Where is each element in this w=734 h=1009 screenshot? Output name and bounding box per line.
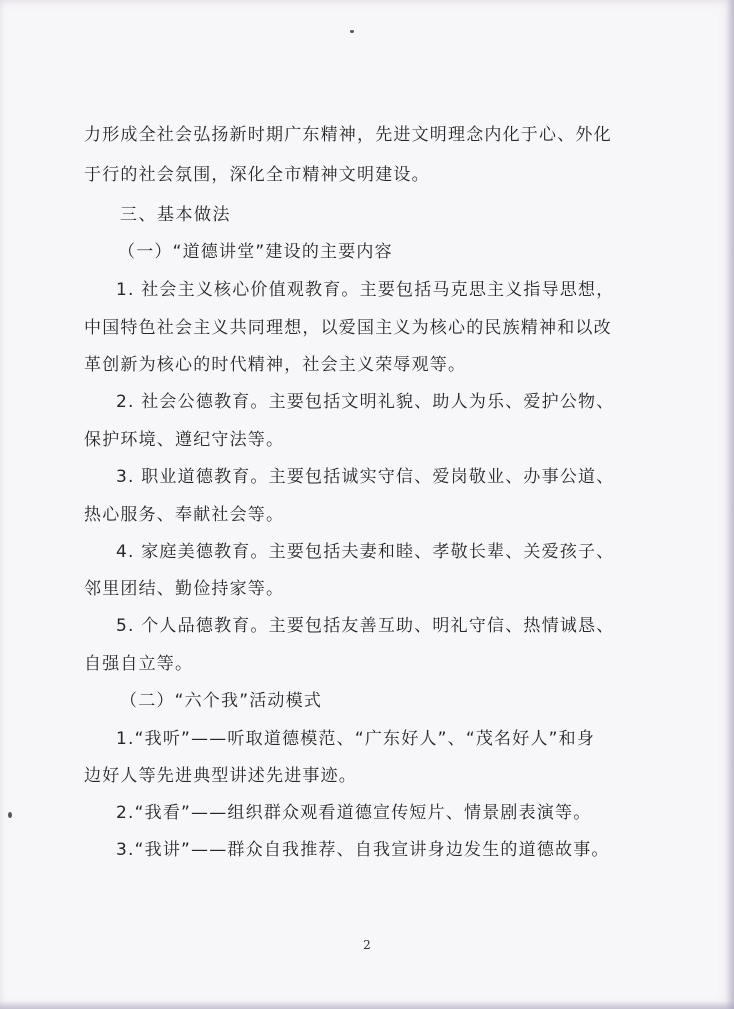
activity-3-line-1: 3.“我讲”——群众自我推荐、自我宣讲身边发生的道德故事。 [116, 840, 610, 860]
item-5-line-2: 自强自立等。 [84, 654, 194, 674]
item-2-line-2: 保护环境、遵纪守法等。 [84, 430, 285, 450]
page-bottom-shadow [0, 1001, 734, 1009]
activity-1-line-2: 边好人等先进典型讲述先进事迹。 [84, 766, 357, 786]
page-number: 2 [363, 938, 371, 952]
scan-mark [8, 812, 12, 818]
activity-2-line-1: 2.“我看”——组织群众观看道德宣传短片、情景剧表演等。 [116, 803, 592, 823]
item-1-line-3: 革创新为核心的时代精神，社会主义荣辱观等。 [84, 355, 467, 375]
item-1-line-2: 中国特色社会主义共同理想，以爱国主义为核心的民族精神和以改 [84, 318, 612, 338]
intro-line-1: 力形成全社会弘扬新时期广东精神，先进文明理念内化于心、外化 [84, 125, 612, 145]
item-4-line-2: 邻里团结、勤俭持家等。 [84, 579, 285, 599]
item-1-line-1: 1. 社会主义核心价值观教育。主要包括马克思主义指导思想， [116, 280, 615, 300]
intro-line-2: 于行的社会氛围，深化全市精神文明建设。 [84, 165, 430, 185]
item-4-line-1: 4. 家庭美德教育。主要包括夫妻和睦、孝敬长辈、关爱孩子、 [116, 542, 615, 562]
activity-1-line-1: 1.“我听”——听取道德模范、“广东好人”、“茂名好人”和身 [116, 729, 596, 749]
item-2-line-1: 2. 社会公德教育。主要包括文明礼貌、助人为乐、爱护公物、 [116, 392, 615, 412]
section-title: 三、基本做法 [120, 205, 231, 225]
item-5-line-1: 5. 个人品德教育。主要包括友善互助、明礼守信、热情诚恳、 [116, 616, 615, 636]
scan-mark [350, 30, 354, 33]
item-3-line-2: 热心服务、奉献社会等。 [84, 505, 285, 525]
page-edge-shadow [726, 0, 734, 1009]
subsection-title-2: （二）“六个我”活动模式 [120, 691, 323, 711]
item-3-line-1: 3. 职业道德教育。主要包括诚实守信、爱岗敬业、办事公道、 [116, 467, 615, 487]
subsection-title-1: （一）“道德讲堂”建设的主要内容 [118, 242, 393, 262]
